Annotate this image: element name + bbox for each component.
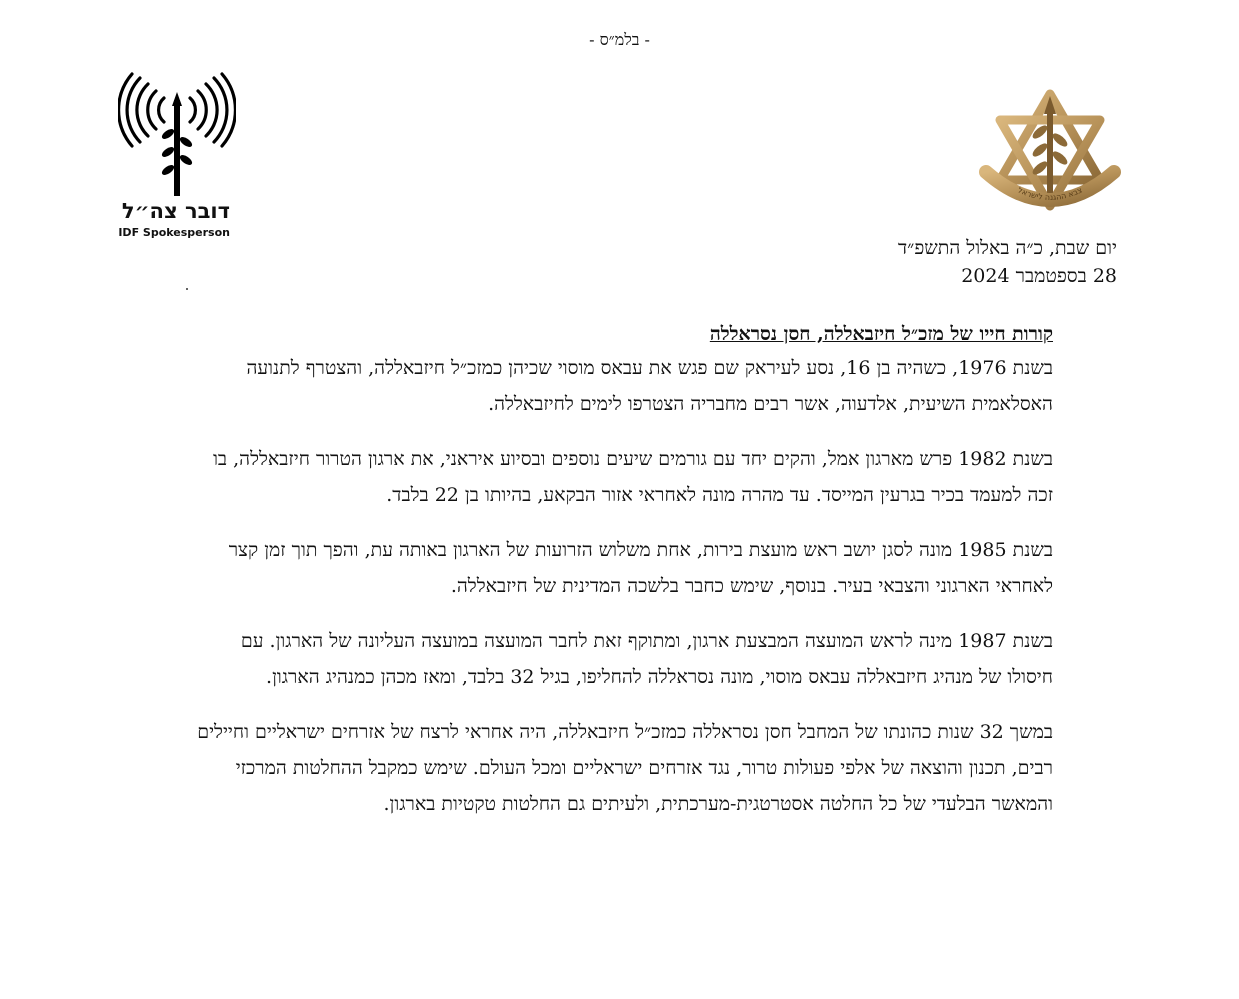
stray-dot — [186, 288, 188, 290]
broadcast-antenna-icon — [118, 72, 236, 202]
document-body — [193, 318, 1053, 841]
hebrew-date: יום שבת, כ״ה באלול התשפ״ד — [897, 237, 1117, 259]
classification-marking: - בלמ״ס - — [589, 30, 650, 49]
paragraph-1982: בשנת 1982 פרש מארגון אמל, והקים יחד עם גורמים שיעים נוספים ובסיוע איראני, את ארגון הטרור חיזבאללה, בו זכה למעמד בכיר בגרעין המייסד. עד מהרה מונה לאחראי אזור הבקאע, בהיותו בן 22 בלבד. — [213, 448, 1053, 506]
idf-emblem-icon — [978, 88, 1122, 222]
gregorian-date: 28 בספטמבר 2024 — [961, 265, 1117, 287]
paragraph-1976: בשנת 1976, כשהיה בן 16, נסע לעיראק שם פגש את עבאס מוסוי שכיהן כמזכ״ל חיזבאללה, והצטרף לתנועה האסלאמית השיעית, אלדעוה, אשר רבים מחבריה הצטרפו לימים לחיזבאללה. — [246, 357, 1053, 415]
dateline — [898, 234, 1117, 290]
spokesperson-name-hebrew: דובר צה״ל — [121, 199, 230, 223]
spokesperson-name-english: IDF Spokesperson — [118, 226, 230, 239]
idf-emblem — [978, 88, 1122, 222]
paragraph-tenure: במשך 32 שנות כהונתו של המחבל חסן נסראללה כמזכ״ל חיזבאללה, היה אחראי לרצח של אזרחים ישראליים וחיילים רבים, תכנון והוצאה של אלפי פעולות טרור, נגד אזרחים ישראליים ומכל העולם. שימש כמקבל ההחלטות המרכזי והמאשר הבלעדי של כל החלטה אסטרטגית-מערכתית, ולעיתים גם החלטות טקטיות בארגון. — [197, 721, 1053, 815]
paragraph-1987: בשנת 1987 מינה לראש המועצה המבצעת ארגון, ומתוקף זאת לחבר המועצה במועצה העליונה של הארגון. עם חיסולו של מנהיג חיזבאללה עבאס מוסוי, מונה נסראללה להחליפו, בגיל 32 בלבד, ומאז מכהן כמנהיג הארגון. — [240, 630, 1053, 688]
emblem-banner-text: צבא ההגנה לישראל — [1016, 185, 1084, 203]
document-title: קורות חייו של מזכ״ל חיזבאללה, חסן נסראללה — [709, 323, 1053, 345]
paragraph-1985: בשנת 1985 מונה לסגן יושב ראש מועצת בירות, אחת משלוש הזרועות של הארגון באותה עת, והפך תוך זמן קצר לאחראי הארגוני והצבאי בעיר. בנוסף, שימש כחבר בלשכה המדינית של חיזבאללה. — [228, 539, 1053, 597]
